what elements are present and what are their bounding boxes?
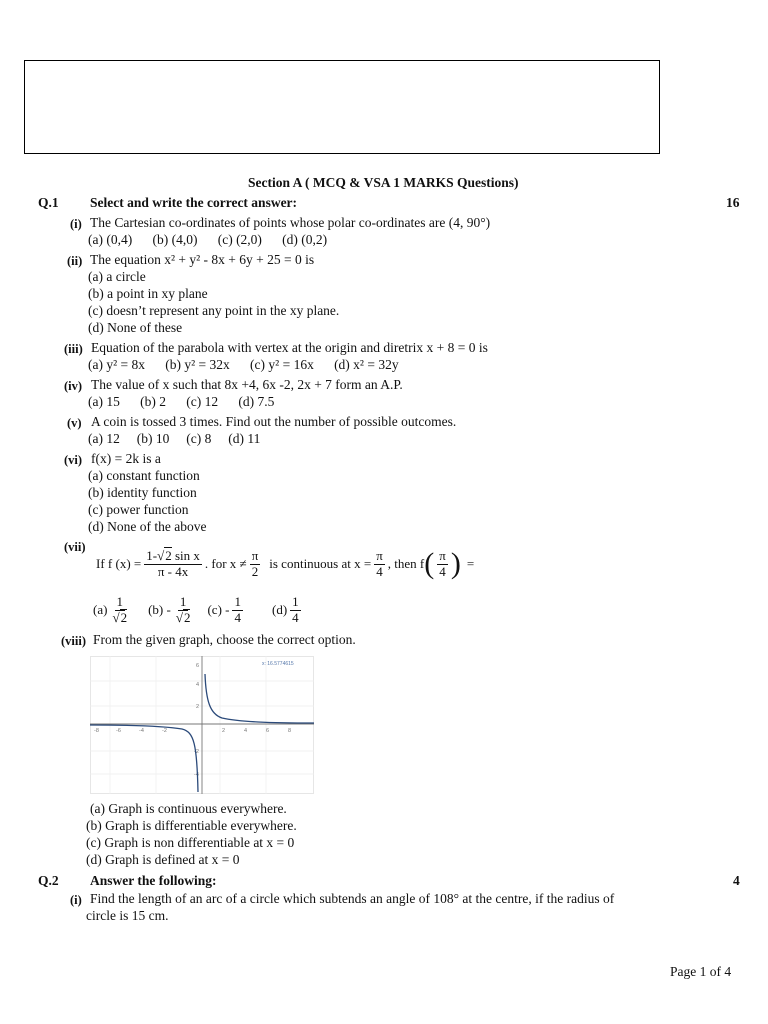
q1-ii-option-a: (a) a circle <box>88 269 146 284</box>
q1-viii-option-a: (a) Graph is continuous everywhere. <box>90 801 287 816</box>
q2-i-text-continued: circle is 15 cm. <box>86 908 169 923</box>
q1-ii-text: The equation x² + y² - 8x + 6y + 25 = 0 is <box>90 252 315 267</box>
header-box <box>24 60 660 154</box>
q1-v-options: (a) 12 (b) 10 (c) 8 (d) 11 <box>88 431 261 446</box>
q1-vi-option-c: (c) power function <box>88 502 189 517</box>
q2-label: Q.2 <box>38 873 59 888</box>
q1-iv-number: (iv) <box>64 379 83 393</box>
q1-vii-option-c-label: (c) - <box>207 602 230 617</box>
x-tick-label: -6 <box>116 728 121 734</box>
q1-iv-options: (a) 15 (b) 2 (c) 12 (d) 7.5 <box>88 394 275 409</box>
q1-vii-pi-over-4: $\frac{\pi}{4}$ <box>376 547 383 579</box>
q1-viii-option-b: (b) Graph is differentiable everywhere. <box>86 818 297 833</box>
q1-vii-main-fraction: $\frac{\text{1-√2 sin x}}{\pi - 4x}$ <box>146 547 200 579</box>
q1-iv-text: The value of x such that 8x +4, 6x -2, 2x + 7 form an A.P. <box>91 377 403 392</box>
q1-vi-option-a: (a) constant function <box>88 468 200 483</box>
q1-viii-option-c: (c) Graph is non differentiable at x = 0 <box>86 835 295 850</box>
q1-vii-lead: If f (x) = <box>96 556 142 571</box>
x-tick-label: -4 <box>139 728 144 734</box>
q1-vii-option-a-value: $\frac{1}{√2}$ <box>112 593 128 625</box>
q1-ii-option-b: (b) a point in xy plane <box>88 286 208 301</box>
q2-i-number: (i) <box>70 893 82 907</box>
q1-iii-number: (iii) <box>64 342 83 356</box>
q1-instruction: Select and write the correct answer: <box>90 195 298 210</box>
q2-marks: 4 <box>733 873 740 888</box>
function-graph <box>90 656 314 794</box>
q1-vii-condition: . for x ≠ <box>204 556 247 571</box>
y-tick-label: 2 <box>196 704 200 710</box>
q1-v-number: (v) <box>67 416 82 430</box>
q1-vii-option-d-value: $\frac{1}{4}$ <box>292 593 299 625</box>
x-tick-label: 2 <box>222 728 226 734</box>
q1-vi-option-d: (d) None of the above <box>88 519 207 534</box>
x-tick-label: 4 <box>244 728 248 734</box>
q1-vii-pi-over-2: $\frac{\pi}{2}$ <box>251 547 259 579</box>
q1-viii-number: (viii) <box>61 634 86 648</box>
y-tick-label: 6 <box>196 663 200 669</box>
q1-vii-options <box>93 590 304 630</box>
q1-label: Q.1 <box>38 195 59 210</box>
q2-instruction: Answer the following: <box>90 873 217 888</box>
x-tick-label: 6 <box>266 728 270 734</box>
q1-vii-option-a-label: (a) <box>93 602 108 617</box>
q1-iii-options: (a) y² = 8x (b) y² = 32x (c) y² = 16x (d) x² = 32y <box>88 357 399 372</box>
q1-vii-option-d-label: (d) <box>271 602 288 617</box>
q2-i-text: Find the length of an arc of a circle which subtends an angle of 108° at the centre, if the radius of <box>90 891 615 906</box>
q1-vi-number: (vi) <box>64 453 83 467</box>
q1-i-number: (i) <box>70 217 82 231</box>
y-tick-label: -2 <box>194 749 199 755</box>
q1-iii-text: Equation of the parabola with vertex at the origin and diretrix x + 8 = 0 is <box>91 340 488 355</box>
q1-vi-text: f(x) = 2k is a <box>91 451 161 466</box>
x-tick-label: -2 <box>162 728 167 734</box>
graph-corner-label: x: 16.5774615 <box>262 661 294 667</box>
q1-viii-text: From the given graph, choose the correct option. <box>93 632 356 647</box>
q1-vii-option-c-value: $\frac{1}{4}$ <box>234 593 241 625</box>
section-title: Section A ( MCQ & VSA 1 MARKS Questions) <box>248 175 519 190</box>
q1-i-text: The Cartesian co-ordinates of points whose polar co-ordinates are (4, 90°) <box>90 215 491 230</box>
q1-vii-option-b-value: $\frac{1}{√2}$ <box>175 593 191 625</box>
y-tick-label: -4 <box>194 772 199 778</box>
q1-vii-expression: If f (x) = $\frac{\text{1-√2 sin x}}{\pi - 4x}$ . for x ≠ $\frac{\pi}{2}$ is continuous at x = $\frac{\pi}{4}$ , then f ( $\frac{\pi}{4}$ ) = <box>96 547 475 580</box>
q1-ii-number: (ii) <box>67 254 83 268</box>
q1-vi-option-b: (b) identity function <box>88 485 197 500</box>
q1-vii-number: (vii) <box>64 540 86 554</box>
q1-vii-then: , then f <box>387 556 425 571</box>
q1-vii-equals: = <box>466 556 475 571</box>
q1-vii-continuous: is continuous at x = <box>269 556 372 571</box>
q1-ii-option-c: (c) doesn’t represent any point in the xy plane. <box>88 303 340 318</box>
q1-viii-option-d: (d) Graph is defined at x = 0 <box>86 852 240 867</box>
x-tick-label: 8 <box>288 728 292 734</box>
q1-i-options: (a) (0,4) (b) (4,0) (c) (2,0) (d) (0,2) <box>88 232 328 247</box>
q1-v-text: A coin is tossed 3 times. Find out the number of possible outcomes. <box>91 414 457 429</box>
x-tick-label: -8 <box>94 728 99 734</box>
q1-ii-option-d: (d) None of these <box>88 320 183 335</box>
q1-vii-arg-pi-over-4: $\frac{\pi}{4}$ <box>439 547 446 579</box>
q1-marks: 16 <box>726 195 740 210</box>
page-footer: Page 1 of 4 <box>670 964 732 979</box>
y-tick-label: 4 <box>196 682 200 688</box>
q1-vii-option-b-label: (b) - <box>148 602 171 617</box>
